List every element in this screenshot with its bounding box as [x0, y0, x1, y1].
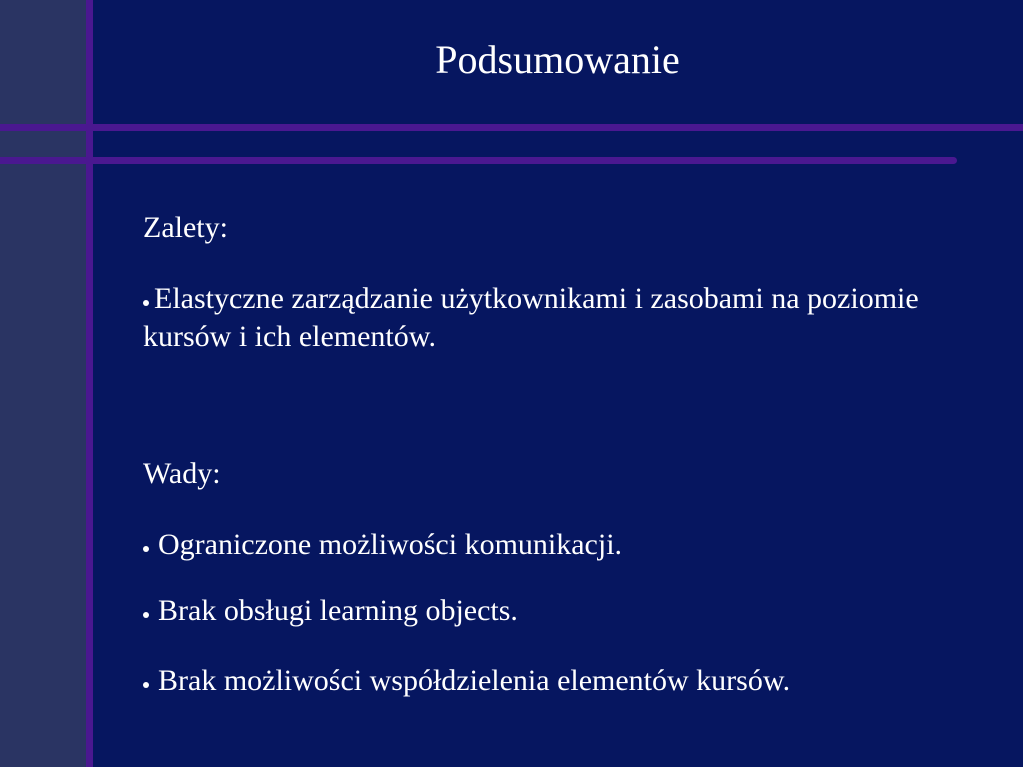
bottom-horizontal-accent-line	[0, 157, 957, 164]
top-horizontal-accent-line	[0, 124, 1023, 131]
left-side-panel	[0, 0, 88, 767]
cons-list-item	[143, 592, 943, 630]
pros-list-item	[143, 280, 943, 356]
vertical-accent-line	[86, 0, 93, 767]
cons-item-text: Brak możliwości współdzielenia elementów kursów.	[158, 664, 791, 697]
pros-heading: Zalety:	[143, 211, 228, 244]
bullet-icon	[143, 546, 149, 552]
cons-list-item	[143, 526, 943, 564]
cons-item-text: Ograniczone możliwości komunikacji.	[158, 528, 623, 561]
cons-item-text: Brak obsługi learning objects.	[158, 594, 518, 627]
cons-list-item	[143, 662, 943, 700]
bullet-icon	[143, 612, 149, 618]
slide-title: Podsumowanie	[435, 37, 680, 82]
pros-item-text: Elastyczne zarządzanie użytkownikami i zasobami na poziomie kursów i ich elementów.	[143, 282, 919, 353]
cons-heading: Wady:	[143, 457, 221, 490]
bullet-icon	[143, 682, 149, 688]
bullet-icon	[143, 300, 149, 306]
